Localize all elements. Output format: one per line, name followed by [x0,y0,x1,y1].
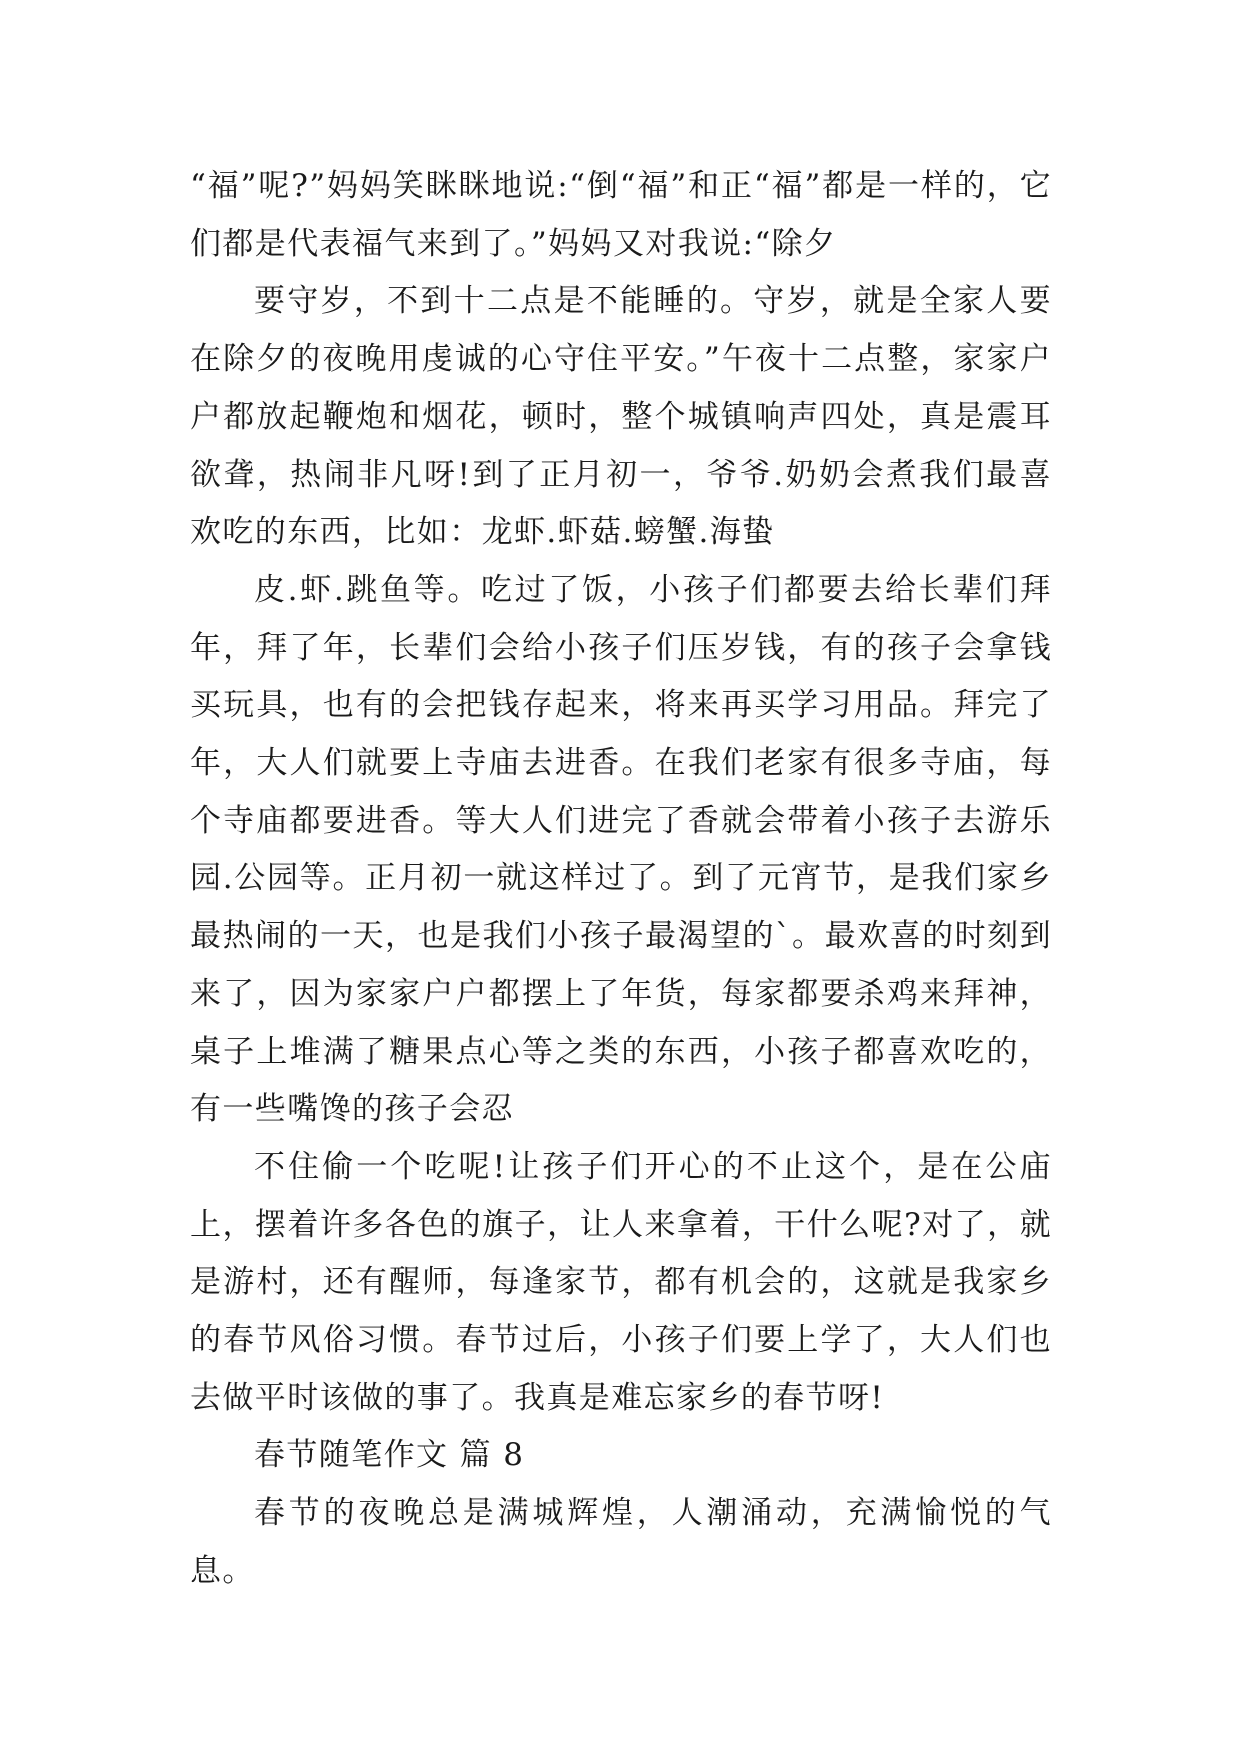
paragraph-1: “福”呢?”妈妈笑眯眯地说:“倒“福”和正“福”都是一样的，它们都是代表福气来到了。”妈妈又对我说:“除夕 [190,168,1052,262]
paragraph-2: 要守岁，不到十二点是不能睡的。守岁，就是全家人要在除夕的夜晚用虔诚的心守住平安。”午夜十二点整，家家户户都放起鞭炮和烟花，顿时，整个城镇响声四处，真是震耳欲聋，热闹非凡呀!到了正月初一，爷爷.奶奶会煮我们最喜欢吃的东西，比如：龙虾.虾菇.螃蟹.海蛰 [190,283,1052,551]
paragraph-4: 不住偷一个吃呢!让孩子们开心的不止这个，是在公庙上，摆着许多各色的旗子，让人来拿着，干什么呢?对了，就是游村，还有醒师，每逢家节，都有机会的，这就是我家乡的春节风俗习惯。春节过后，小孩子们要上学了，大人们也去做平时该做的事了。我真是难忘家乡的春节呀! [190,1148,1052,1416]
section-heading: 春节随笔作文 篇 8 [254,1437,525,1474]
paragraph-3: 皮.虾.跳鱼等。吃过了饭，小孩子们都要去给长辈们拜年，拜了年，长辈们会给小孩子们压岁钱，有的孩子会拿钱买玩具，也有的会把钱存起来，将来再买学习用品。拜完了年，大人们就要上寺庙去进香。在我们老家有很多寺庙，每个寺庙都要进香。等大人们进完了香就会带着小孩子去游乐园.公园等。正月初一就这样过了。到了元宵节，是我们家乡最热闹的一天，也是我们小孩子最渴望的`。最欢喜的时刻到来了，因为家家户户都摆上了年货，每家都要杀鸡来拜神，桌子上堆满了糖果点心等之类的东西，小孩子都喜欢吃的，有一些嘴馋的孩子会忍 [190,571,1052,1128]
paragraph-5: 春节的夜晚总是满城辉煌，人潮涌动，充满愉悦的气息。 [190,1495,1052,1589]
document-body [190,158,1052,1601]
